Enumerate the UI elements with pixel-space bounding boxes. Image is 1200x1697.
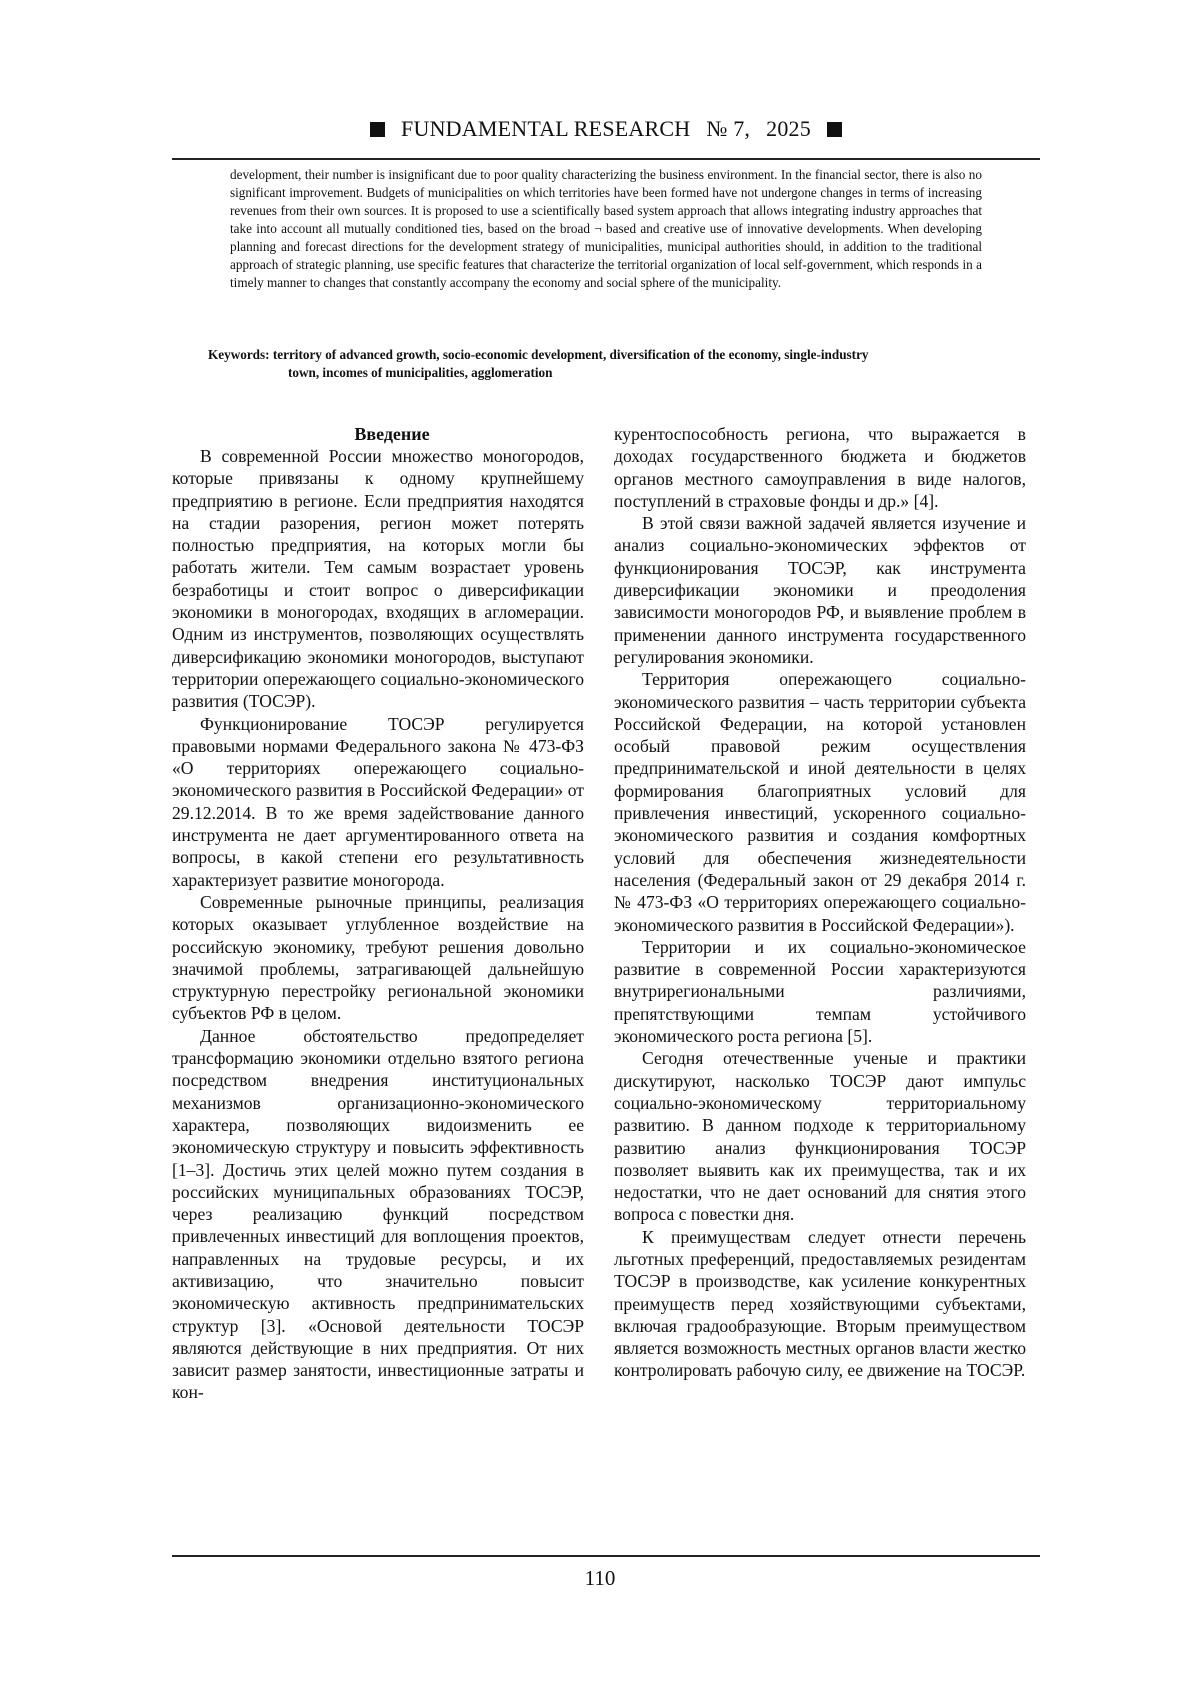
keywords-line-2: town, incomes of municipalities, agglomeration [288,365,553,380]
paragraph: Данное обстоятельство предопределяет трансформацию экономики отдельно взятого региона посредством внедрения институциональных механизмов организационно-экономического характера, позволяющих видоизменить ее экономическую структуру и повысить эффективность [1–3]. Достичь этих целей можно путем создания в российских муниципальных образованиях ТОСЭР, через реализацию функций посредством привлеченных инвестиций для воплощения проектов, направленных на трудовые ресурсы, и их активизацию, что значительно повысит экономическую активность предпринимательских структур [3]. «Основой деятельности ТОСЭР являются действующие в них предприятия. От них зависит размер занятости, инвестиционные затраты и кон- [172,1025,584,1403]
paragraph: Функционирование ТОСЭР регулируется правовыми нормами Федерального закона № 473-ФЗ «О территориях опережающего социально-экономического развития в Российской Федерации» от 29.12.2014. В то же время задействование данного инструмента не дает аргументированного ответа на вопросы, в какой степени его результативность характеризует развитие моногорода. [172,713,584,890]
paragraph: К преимуществам следует отнести перечень льготных преференций, предоставляемых резидентам ТОСЭР в производстве, как усиление конкурентных преимуществ перед хозяйствующими субъектами, включая градообразующие. Вторым преимуществом является возможность местных органов власти жестко контролировать рабочую силу, ее движение на ТОСЭР. [614,1226,1026,1381]
square-bullet-icon [370,122,385,137]
journal-name: FUNDAMENTAL RESEARCH [401,116,691,141]
paragraph-continuation: курентоспособность региона, что выражается в доходах государственного бюджета и бюджетов органов местного самоуправления в виде налогов, поступлений в страховые фонды и др.» [4]. [614,424,1026,511]
keywords-line-1: territory of advanced growth, socio-economic development, diversification of the economy, single-industry [272,347,869,362]
issue-number: № 7, [706,116,751,141]
paragraph: В этой связи важной задачей является изучение и анализ социально-экономических эффектов от функционирования ТОСЭР, как инструмента диверсификации экономики и преодоления зависимости моногородов РФ, и выявление проблем в применении данного инструмента государственного регулирования экономики. [614,513,1026,667]
page-number: 110 [584,1566,616,1590]
left-column [172,423,584,1404]
paragraph: Сегодня отечественные ученые и практики дискутируют, насколько ТОСЭР дают импульс социально-экономическому территориальному развитию. В данном подходе к территориальному развитию анализ функционирования ТОСЭР позволяет выявить как их преимущества, так и их недостатки, что не дает оснований для снятия этого вопроса с повестки дня. [614,1048,1026,1225]
header-rule [172,158,1040,160]
keywords [208,346,1028,382]
paragraph: Современные рыночные принципы, реализация которых оказывает углубленное воздействие на российскую экономику, требуют решения довольно значимой проблемы, затрагивающей дальнейшую структурную перестройку региональной экономики субъектов РФ в целом. [172,891,584,1024]
square-bullet-icon [827,122,842,137]
paragraph: В современной России множество моногородов, которые привязаны к одному крупнейшему предприятию в регионе. Если предприятия находятся на стадии разорения, регион может потерять полностью предприятия, на которых могли бы работать жители. Тем самым возрастает уровень безработицы и стоит вопрос о диверсификации экономики в моногородах, входящих в агломерации. Одним из инструментов, позволяющих осуществлять диверсификацию экономики моногородов, выступают территории опережающего социально-экономического развития (ТОСЭР). [172,446,584,712]
right-column [614,423,1026,1382]
issue-year: 2025 [766,116,811,141]
paragraph: Территория опережающего социально-экономического развития – часть территории субъекта Российской Федерации, на которой установлен особый правовой режим осуществления предпринимательской и иной деятельности в целях формирования благоприятных условий для привлечения инвестиций, ускоренного социально-экономического развития и создания комфортных условий для обеспечения жизнедеятельности населения (Федеральный закон от 29 декабря 2014 г. № 473-ФЗ «О территориях опережающего социально-экономического развития в Российской Федерации»). [614,669,1026,935]
abstract-text: development, their number is insignificant due to poor quality characterizing the business environment. In the financial sector, there is also no significant improvement. Budgets of municipalities on which territories have been formed have not undergone changes in terms of increasing revenues from their own sources. It is proposed to use a scientifically based system approach that allows integrating industry approaches that take into account all mutually conditioned ties, based on the broad ¬ based and creative use of innovative developments. When developing planning and forecast directions for the development strategy of municipalities, municipal authorities should, in addition to the traditional approach of strategic planning, use specific features that characterize the territorial organization of local self-government, which responds in a timely manner to changes that constantly accompany the economy and social sphere of the municipality. [230,167,982,290]
paragraph: Территории и их социально-экономическое развитие в современной России характеризуются внутрирегиональными различиями, препятствующими темпам устойчивого экономического роста региона [5]. [614,936,1026,1047]
keywords-label: Keywords: [208,347,270,362]
footer-rule [172,1555,1040,1557]
running-header [172,112,1040,146]
section-title: Введение [354,424,430,444]
